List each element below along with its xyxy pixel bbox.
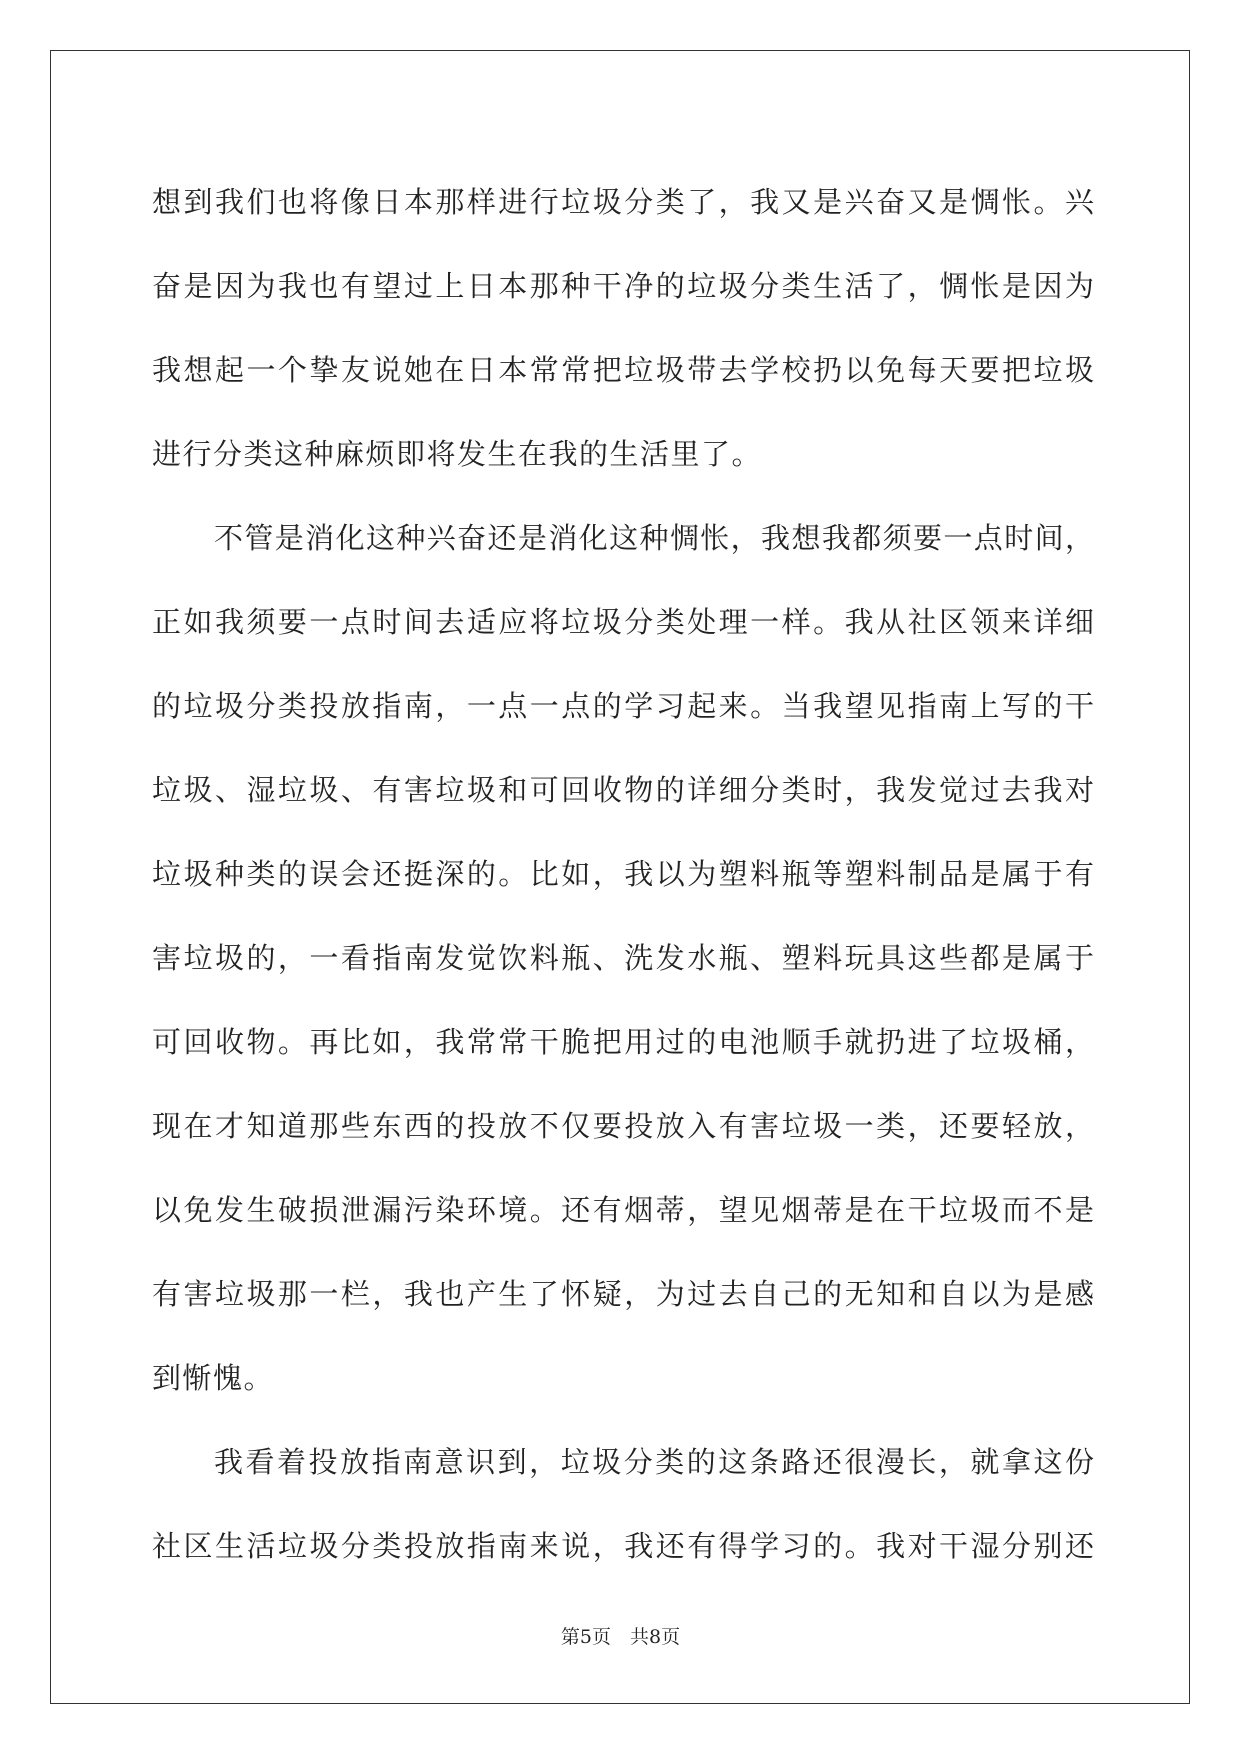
text-line: 我看着投放指南意识到，垃圾分类的这条路还很漫长，就拿这份 [214,1445,1094,1479]
text-line: 垃圾种类的误会还挺深的。比如，我以为塑料瓶等塑料制品是属于有 [152,857,1094,891]
text-line: 现在才知道那些东西的投放不仅要投放入有害垃圾一类，还要轻放， [152,1109,1094,1143]
text-line: 以免发生破损泄漏污染环境。还有烟蒂，望见烟蒂是在干垃圾而不是 [152,1193,1094,1227]
text-line: 我想起一个挚友说她在日本常常把垃圾带去学校扔以免每天要把垃圾 [152,353,1094,387]
text-line: 想到我们也将像日本那样进行垃圾分类了，我又是兴奋又是惆怅。兴 [152,185,1094,219]
text-line: 垃圾、湿垃圾、有害垃圾和可回收物的详细分类时，我发觉过去我对 [152,773,1094,807]
page-number-footer: 第5页 共8页 [560,1626,681,1648]
text-line: 进行分类这种麻烦即将发生在我的生活里了。 [152,437,763,471]
text-line: 正如我须要一点时间去适应将垃圾分类处理一样。我从社区领来详细 [152,605,1094,639]
text-line: 奋是因为我也有望过上日本那种干净的垃圾分类生活了，惆怅是因为 [152,269,1094,303]
text-line: 的垃圾分类投放指南，一点一点的学习起来。当我望见指南上写的干 [152,689,1094,723]
text-line: 可回收物。再比如，我常常干脆把用过的电池顺手就扔进了垃圾桶， [152,1025,1094,1059]
body-text [152,160,1094,1588]
text-line: 到惭愧。 [152,1361,275,1395]
text-line: 社区生活垃圾分类投放指南来说，我还有得学习的。我对干湿分别还 [152,1529,1094,1563]
text-line: 害垃圾的，一看指南发觉饮料瓶、洗发水瓶、塑料玩具这些都是属于 [152,941,1094,975]
text-line: 不管是消化这种兴奋还是消化这种惆怅，我想我都须要一点时间， [214,521,1094,555]
text-line: 有害垃圾那一栏，我也产生了怀疑，为过去自己的无知和自以为是感 [152,1277,1094,1311]
